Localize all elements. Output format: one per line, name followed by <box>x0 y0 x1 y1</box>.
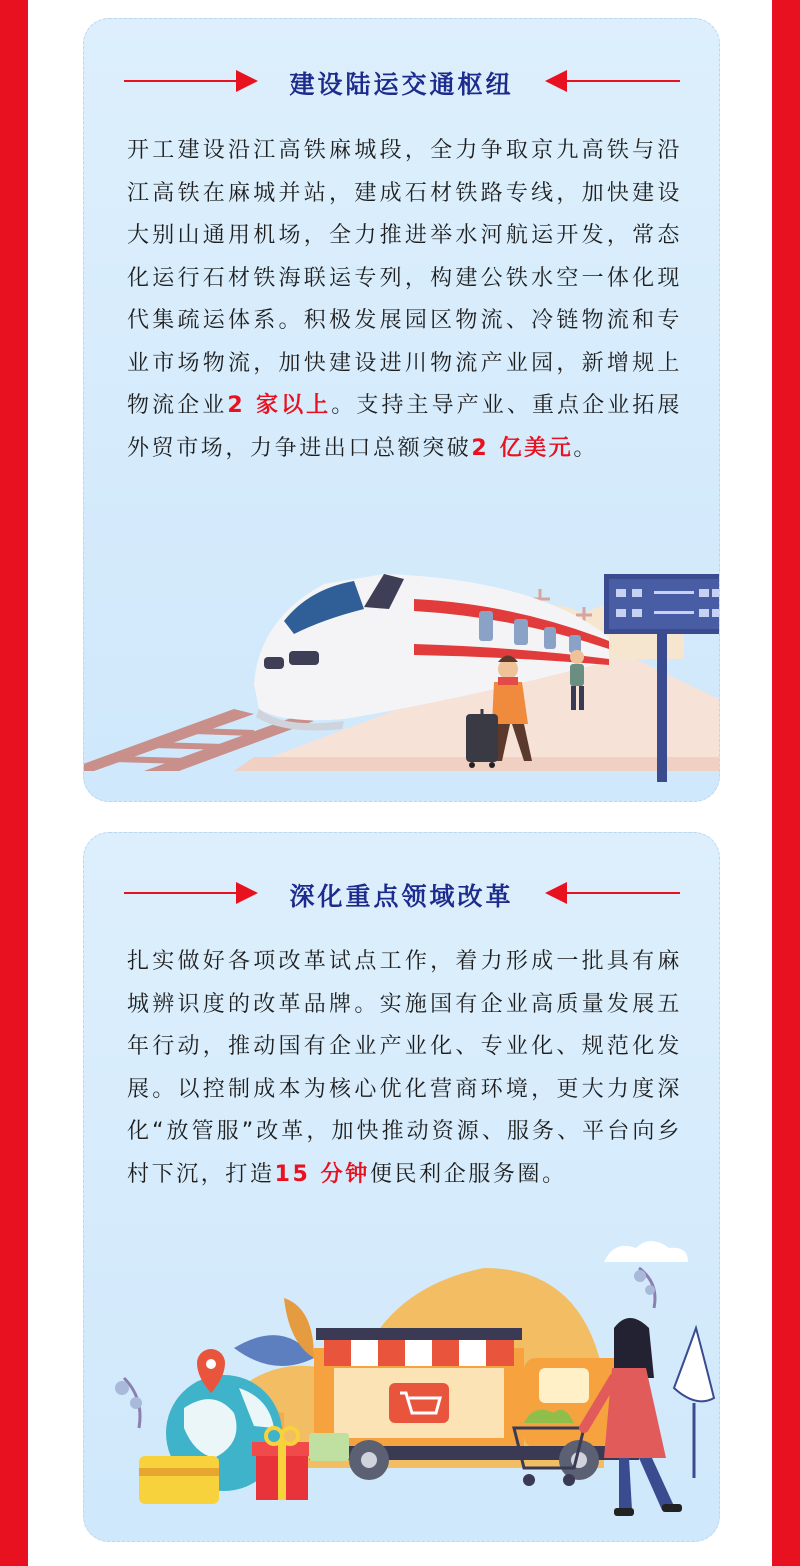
paragraph-text: 便民利企服务圈。 <box>369 1161 567 1187</box>
section-heading-row <box>84 873 719 913</box>
paragraph-text: 开工建设沿江高铁麻城段，全力争取京九高铁与沿江高铁在麻城并站，建成石材铁路专线，加快建设大别山通用机场，全力推进举水河航运开发，常态化运行石材铁海联运专列，构建公铁水空一体化现代集疏运体系。积极发展园区物流、冷链物流和专业市场物流，加快建设进川物流产业园，新增规上物流企业 <box>127 138 682 418</box>
left-red-border <box>0 0 28 1566</box>
section-card-reform <box>83 832 720 1542</box>
section-title: 深化重点领域改革 <box>289 882 514 911</box>
highlight-export-total: 2 亿美元 <box>471 435 574 461</box>
section-paragraph <box>127 130 682 470</box>
paragraph-text: 扎实做好各项改革试点工作，着力形成一批具有麻城辨识度的改革品牌。实施国有企业高质量发展五年行动，推动国有企业产业化、专业化、规范化发展。以控制成本为核心优化营商环境，更大力度深化“放管服”改革，加快推动资源、服务、平台向乡村下沉，打造 <box>127 949 682 1187</box>
highlight-service-circle: 15 分钟 <box>274 1161 370 1187</box>
heading-left-arrow-icon <box>545 70 567 92</box>
heading-left-arrow-icon <box>545 882 567 904</box>
section-card-transport <box>83 18 720 802</box>
high-speed-train-illustration <box>84 549 719 801</box>
section-paragraph <box>127 941 682 1196</box>
right-red-border <box>772 0 800 1566</box>
rural-service-shop-illustration <box>84 1228 719 1540</box>
highlight-logistics-count: 2 家以上 <box>227 393 332 418</box>
section-heading-row <box>84 61 719 101</box>
paragraph-text: 。 <box>573 435 598 461</box>
section-title: 建设陆运交通枢纽 <box>289 70 514 99</box>
heading-right-line <box>565 892 680 894</box>
heading-right-line <box>565 80 680 82</box>
paragraph-text: 。支持主导产业、重点企业拓展外贸市场，力争进出口总额突破 <box>127 393 683 461</box>
